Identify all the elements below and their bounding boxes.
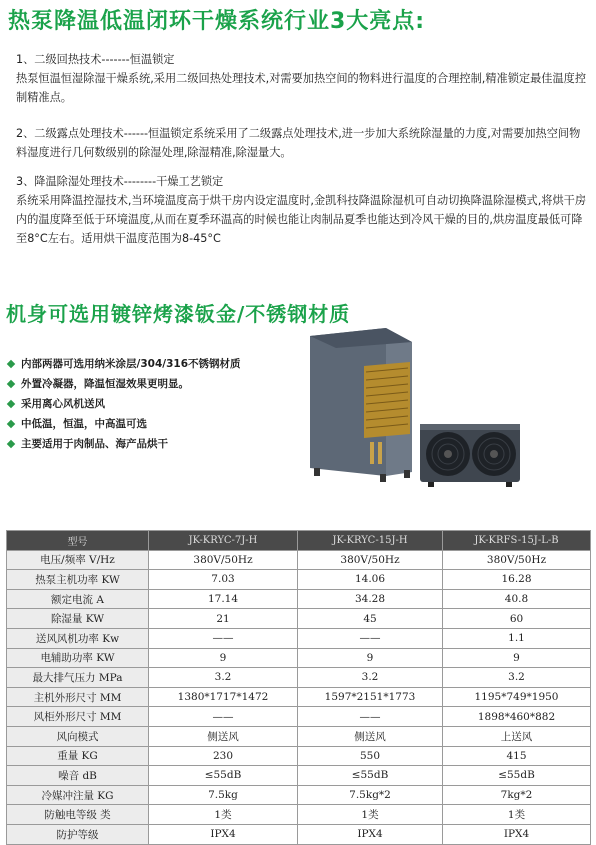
table-row bbox=[7, 648, 591, 668]
row-label-cell: 噪音 dB bbox=[7, 766, 149, 786]
table-cell: 60 bbox=[443, 609, 591, 629]
table-row bbox=[7, 628, 591, 648]
feature-list bbox=[6, 354, 296, 454]
table-cell: 16.28 bbox=[443, 570, 591, 590]
table-cell: 1类 bbox=[443, 805, 591, 825]
table-cell: 7.5kg*2 bbox=[298, 785, 443, 805]
row-label-cell: 电辅助功率 KW bbox=[7, 648, 149, 668]
table-cell: 3.2 bbox=[443, 668, 591, 688]
row-label-cell: 防触电等级 类 bbox=[7, 805, 149, 825]
table-cell: 14.06 bbox=[298, 570, 443, 590]
diamond-bullet-icon bbox=[7, 420, 15, 428]
table-row bbox=[7, 668, 591, 688]
table-header-row bbox=[7, 531, 591, 551]
table-row bbox=[7, 570, 591, 590]
table-cell: 1380*1717*1472 bbox=[149, 687, 298, 707]
table-cell: 侧送风 bbox=[149, 726, 298, 746]
feature-item: 中低温，恒温，中高温可选 bbox=[6, 414, 296, 434]
table-cell: 1195*749*1950 bbox=[443, 687, 591, 707]
table-row bbox=[7, 589, 591, 609]
column-header: 型号 bbox=[7, 531, 149, 551]
table-cell: 1898*460*882 bbox=[443, 707, 591, 727]
diamond-bullet-icon bbox=[7, 440, 15, 448]
row-label-cell: 热泵主机功率 KW bbox=[7, 570, 149, 590]
row-label-cell: 冷媒冲注量 KG bbox=[7, 785, 149, 805]
condenser-unit-image bbox=[418, 418, 524, 488]
table-row bbox=[7, 766, 591, 786]
table-row bbox=[7, 609, 591, 629]
section-1-body: 热泵恒温恒湿除湿干燥系统,采用二级回热处理技术,对需要加热空间的物料进行温度的合理控制,精准锁定最佳温度控制精准点。 bbox=[16, 72, 587, 104]
table-cell: IPX4 bbox=[149, 824, 298, 844]
section-3-heading: 3、降温除湿处理技术--------干燥工艺锁定 bbox=[16, 175, 224, 188]
section-2 bbox=[16, 124, 590, 162]
row-label-cell: 电压/频率 V/Hz bbox=[7, 550, 149, 570]
row-label-cell: 重量 KG bbox=[7, 746, 149, 766]
table-cell: ≤55dB bbox=[298, 766, 443, 786]
row-label-cell: 风柜外形尺寸 MM bbox=[7, 707, 149, 727]
table-cell: 侧送风 bbox=[298, 726, 443, 746]
section-1-heading: 1、二级回热技术-------恒温锁定 bbox=[16, 53, 175, 66]
table-cell: 9 bbox=[298, 648, 443, 668]
diamond-bullet-icon bbox=[7, 360, 15, 368]
table-row bbox=[7, 707, 591, 727]
table-cell: 380V/50Hz bbox=[298, 550, 443, 570]
table-cell: 1597*2151*1773 bbox=[298, 687, 443, 707]
table-cell: 3.2 bbox=[298, 668, 443, 688]
diamond-bullet-icon bbox=[7, 380, 15, 388]
table-row bbox=[7, 550, 591, 570]
section-1 bbox=[16, 50, 590, 107]
table-cell: 3.2 bbox=[149, 668, 298, 688]
feature-item: 内部两器可选用纳米涂层/304/316不锈钢材质 bbox=[6, 354, 296, 374]
diamond-bullet-icon bbox=[7, 400, 15, 408]
table-row bbox=[7, 746, 591, 766]
table-cell: —— bbox=[149, 628, 298, 648]
table-cell: ≤55dB bbox=[149, 766, 298, 786]
feature-item: 采用离心风机送风 bbox=[6, 394, 296, 414]
table-cell: 9 bbox=[149, 648, 298, 668]
table-row bbox=[7, 805, 591, 825]
table-row bbox=[7, 785, 591, 805]
row-label-cell: 防护等级 bbox=[7, 824, 149, 844]
table-cell: 7.03 bbox=[149, 570, 298, 590]
table-cell: 550 bbox=[298, 746, 443, 766]
table-cell: —— bbox=[298, 628, 443, 648]
section-2-body: 2、二级露点处理技术------恒温锁定系统采用了二级露点处理技术,进一步加大系统除湿量的力度,对需要加热空间物料湿度进行几何数级别的除湿处理,除湿精准,除湿量大。 bbox=[16, 127, 581, 159]
table-cell: 415 bbox=[443, 746, 591, 766]
spec-table bbox=[6, 530, 591, 845]
section-3-body: 系统采用降温控湿技术,当环境温度高于烘干房内设定温度时,金凯科技降温除湿机可自动切换降温除湿模式,将烘干房内的温度降至低于环境温度,从而在夏季环温高的时候也能让肉制品夏季也能达到冷风干燥的目的,烘房温度最低可降至8°C左右。适用烘干温度范围为8-45°C bbox=[16, 194, 587, 245]
table-cell: 7kg*2 bbox=[443, 785, 591, 805]
table-row bbox=[7, 824, 591, 844]
table-cell: 7.5kg bbox=[149, 785, 298, 805]
table-cell: 1类 bbox=[149, 805, 298, 825]
row-label-cell: 最大排气压力 MPa bbox=[7, 668, 149, 688]
table-cell: 17.14 bbox=[149, 589, 298, 609]
row-label-cell: 送风风机功率 Kw bbox=[7, 628, 149, 648]
table-cell: 1类 bbox=[298, 805, 443, 825]
table-cell: —— bbox=[149, 707, 298, 727]
table-cell: —— bbox=[298, 707, 443, 727]
column-header: JK-KRFS-15J-L-B bbox=[443, 531, 591, 551]
row-label-cell: 风向模式 bbox=[7, 726, 149, 746]
column-header: JK-KRYC-15J-H bbox=[298, 531, 443, 551]
material-title: 机身可选用镀锌烤漆钣金/不锈钢材质 bbox=[6, 302, 351, 326]
table-cell: ≤55dB bbox=[443, 766, 591, 786]
table-cell: IPX4 bbox=[443, 824, 591, 844]
table-cell: 45 bbox=[298, 609, 443, 629]
table-cell: 230 bbox=[149, 746, 298, 766]
table-cell: 380V/50Hz bbox=[149, 550, 298, 570]
page-title: 热泵降温低温闭环干燥系统行业3大亮点: bbox=[8, 9, 426, 34]
row-label-cell: 除湿量 KW bbox=[7, 609, 149, 629]
section-3 bbox=[16, 172, 590, 248]
table-cell: 上送风 bbox=[443, 726, 591, 746]
feature-item: 主要适用于肉制品、海产品烘干 bbox=[6, 434, 296, 454]
dryer-unit-image bbox=[304, 326, 416, 494]
table-cell: IPX4 bbox=[298, 824, 443, 844]
table-cell: 21 bbox=[149, 609, 298, 629]
table-cell: 9 bbox=[443, 648, 591, 668]
row-label-cell: 额定电流 A bbox=[7, 589, 149, 609]
feature-item: 外置冷凝器，降温恒湿效果更明显。 bbox=[6, 374, 296, 394]
table-cell: 40.8 bbox=[443, 589, 591, 609]
row-label-cell: 主机外形尺寸 MM bbox=[7, 687, 149, 707]
table-cell: 380V/50Hz bbox=[443, 550, 591, 570]
table-cell: 34.28 bbox=[298, 589, 443, 609]
table-row bbox=[7, 726, 591, 746]
table-cell: 1.1 bbox=[443, 628, 591, 648]
table-row bbox=[7, 687, 591, 707]
column-header: JK-KRYC-7J-H bbox=[149, 531, 298, 551]
